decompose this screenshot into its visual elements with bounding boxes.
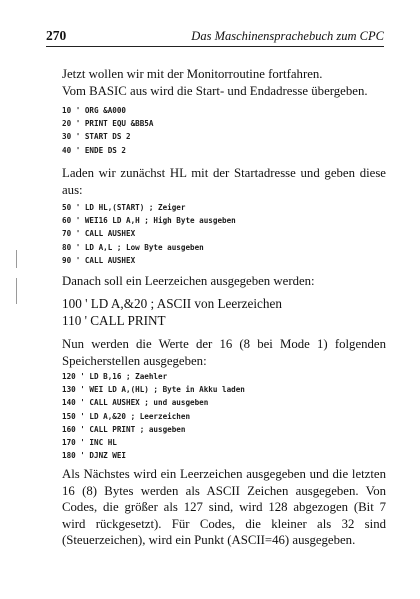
paragraph-3 bbox=[62, 273, 386, 290]
paragraph-3-text: Danach soll ein Leerzeichen ausgegeben werden: bbox=[62, 274, 315, 288]
code-line: 40 ' ENDE DS 2 bbox=[62, 145, 127, 155]
code-line: 120 ' LD B,16 ; Zaehler bbox=[62, 372, 168, 381]
paragraph-4 bbox=[62, 336, 386, 369]
page-header bbox=[46, 26, 384, 47]
code-line: 110 ' CALL PRINT bbox=[62, 312, 166, 328]
code-line: 10 ' ORG &A000 bbox=[62, 106, 127, 115]
intro-line-2: Vom BASIC aus wird die Start- und Endadresse übergeben. bbox=[62, 83, 368, 98]
code-line: 140 ' CALL AUSHEX ; und ausgeben bbox=[62, 398, 209, 408]
code-line: 170 ' INC HL bbox=[62, 437, 117, 447]
code-line: 60 ' WEI16 LD A,H ; High Byte ausgeben bbox=[62, 216, 236, 226]
code-line: 20 ' PRINT EQU &BB5A bbox=[62, 119, 154, 129]
intro-paragraph bbox=[62, 66, 386, 99]
margin-mark bbox=[16, 250, 17, 268]
running-head: Das Maschinensprachebuch zum CPC bbox=[191, 29, 384, 43]
paragraph-2 bbox=[62, 165, 386, 198]
code-line: 50 ' LD HL,(START) ; Zeiger bbox=[62, 203, 186, 212]
code-block-4 bbox=[62, 370, 382, 462]
margin-mark bbox=[16, 278, 17, 304]
code-line: 150 ' LD A,&20 ; Leerzeichen bbox=[62, 411, 191, 421]
code-line: 70 ' CALL AUSHEX bbox=[62, 229, 136, 239]
code-line: 180 ' DJNZ WEI bbox=[62, 451, 127, 461]
code-block-3 bbox=[62, 296, 382, 329]
intro-line-1: Jetzt wollen wir mit der Monitorroutine fortfahren. bbox=[62, 67, 323, 81]
paragraph-2-text: Laden wir zunächst HL mit der Startadresse und geben diese aus: bbox=[62, 166, 386, 197]
code-block-2 bbox=[62, 201, 382, 267]
code-line: 160 ' CALL PRINT ; ausgeben bbox=[62, 424, 186, 434]
page-number: 270 bbox=[46, 28, 67, 43]
paragraph-4-text: Nun werden die Werte der 16 (8 bei Mode 1) folgenden Speicherstellen ausgegeben: bbox=[62, 337, 386, 368]
code-block-1 bbox=[62, 104, 382, 157]
code-line: 30 ' START DS 2 bbox=[62, 132, 131, 142]
paragraph-5 bbox=[62, 466, 386, 549]
code-line: 90 ' CALL AUSHEX bbox=[62, 255, 136, 265]
code-line: 100 ' LD A,&20 ; ASCII von Leerzeichen bbox=[62, 296, 282, 311]
code-line: 130 ' WEI LD A,(HL) ; Byte in Akku laden bbox=[62, 385, 245, 395]
paragraph-5-text: Als Nächstes wird ein Leerzeichen ausgegeben und die letzten 16 (8) Bytes werden als ASCII Zeichen ausgegeben. Von Codes, die größer als 127 sind, wird 128 abgezogen (Bit 7 wird rückgesetzt). Für Codes, die kleiner als 32 sind (Steuerzeichen), wird ein Punkt (ASCII=46) ausgegeben. bbox=[62, 467, 386, 547]
code-line: 80 ' LD A,L ; Low Byte ausgeben bbox=[62, 242, 204, 252]
